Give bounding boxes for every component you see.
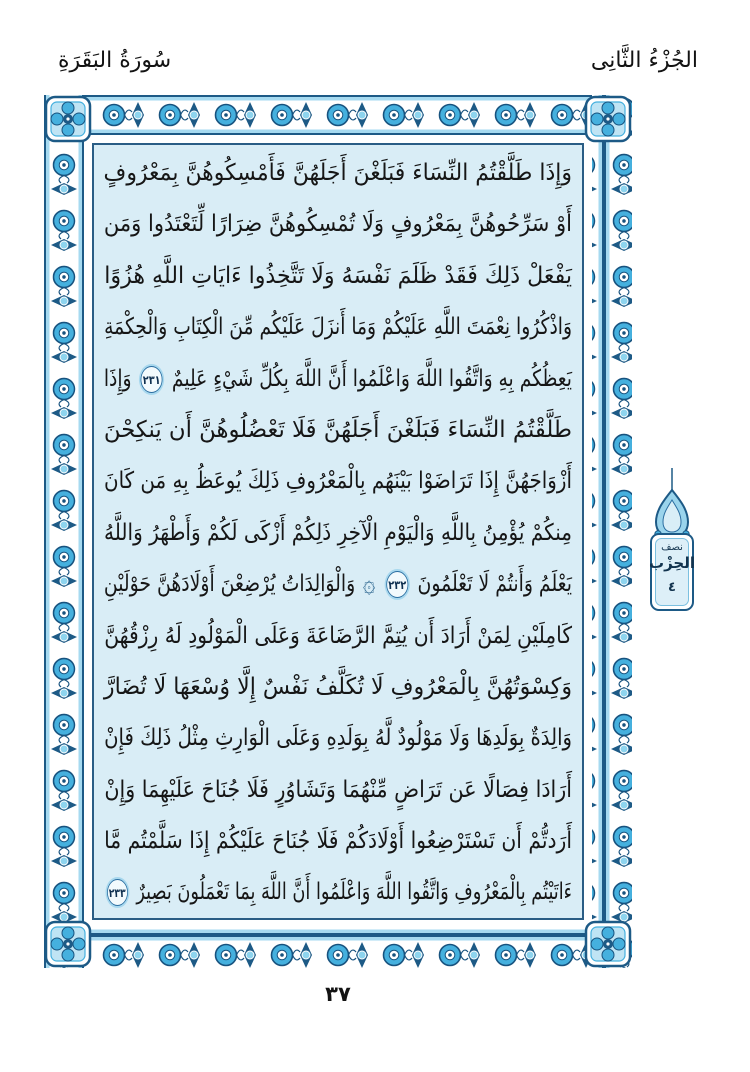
quran-line	[104, 456, 572, 507]
quran-line	[104, 302, 572, 353]
quran-line	[103, 559, 572, 610]
ayah-number: ٢٣١	[142, 372, 161, 387]
corner-ornament-bottom-left	[46, 922, 90, 966]
quran-text: ءَاتَيْتُم بِالْمَعْرُوفِ وَاتَّقُوا اللَّهَ وَاعْلَمُوا أَنَّ اللَّهَ بِمَا تَعْمَلُونَ بَصِيرٌ	[136, 879, 572, 906]
quran-line	[103, 354, 572, 405]
ayah-number: ٢٣٢	[388, 578, 407, 593]
quran-text: يَفْعَلْ ذَلِكَ فَقَدْ ظَلَمَ نَفْسَهُ وَلَا تَتَّخِذُوا ءَايَاتِ اللَّهِ هُزُوًا	[104, 262, 572, 289]
ornamental-frame	[44, 95, 632, 968]
quran-text: يَعِظُكُم بِهِ وَاتَّقُوا اللَّهَ وَاعْلَمُوا أَنَّ اللَّهَ بِكُلِّ شَيْءٍ عَلِيمٌ	[171, 365, 572, 392]
corner-ornament-top-right	[586, 97, 630, 141]
quran-text: وَالْوَالِدَاتُ يُرْضِعْنَ أَوْلَادَهُنَّ حَوْلَيْنِ	[103, 571, 356, 598]
quran-text: طَلَّقْتُمُ النِّسَاءَ فَبَلَغْنَ أَجَلَهُنَّ فَلَا تَعْضُلُوهُنَّ أَن يَنكِحْنَ	[103, 416, 572, 443]
text-panel	[92, 143, 584, 920]
border-band-left	[44, 95, 84, 968]
quran-line	[104, 816, 572, 867]
ayah-end-marker	[107, 879, 128, 906]
quran-text: يَعْلَمُ وَأَنتُمْ لَا تَعْلَمُونَ	[417, 571, 572, 598]
quran-text: وَالِدَةٌ بِوَلَدِهَا وَلَا مَوْلُودٌ لَّهُ بِوَلَدِهِ وَعَلَى الْوَارِثِ مِثْلُ ذَلِكَ فَإِنْ	[104, 725, 573, 752]
hizb-medallion	[637, 468, 707, 618]
quran-text: أَوْ سَرِّحُوهُنَّ بِمَعْرُوفٍ وَلَا تُمْسِكُوهُنَّ ضِرَارًا لِّتَعْتَدُوا وَمَن	[103, 211, 572, 238]
quran-text: مِنكُمْ يُؤْمِنُ بِاللَّهِ وَالْيَوْمِ الْآخِرِ ذَلِكُمْ أَزْكَى لَكُمْ وَأَطْهَرُ وَاللَّهُ	[104, 519, 572, 546]
border-band-bottom	[44, 928, 632, 968]
quran-line	[104, 251, 572, 302]
quran-line	[104, 611, 573, 662]
quran-text: كَامِلَيْنِ لِمَنْ أَرَادَ أَن يُتِمَّ الرَّضَاعَةَ وَعَلَى الْمَوْلُودِ لَهُ رِزْقُهُنَّ	[104, 622, 573, 649]
quran-line	[104, 765, 572, 816]
ayah-end-marker	[386, 571, 408, 598]
quran-text: وَكِسْوَتُهُنَّ بِالْمَعْرُوفِ لَا تُكَلَّفُ نَفْسٌ إِلَّا وُسْعَهَا لَا تُضَارَّ	[103, 673, 572, 700]
quran-text: أَرَادَا فِصَالًا عَن تَرَاضٍ مِّنْهُمَا وَتَشَاوُرٍ فَلَا جُنَاحَ عَلَيْهِمَا وَإِنْ	[104, 776, 572, 803]
ayah-end-marker	[141, 366, 163, 393]
hizb-label-hizb: الحِزْب	[649, 554, 695, 572]
quran-line	[104, 508, 572, 559]
border-band-top	[44, 95, 632, 135]
quran-text: أَزْوَاجَهُنَّ إِذَا تَرَاضَوْا بَيْنَهُم بِالْمَعْرُوفِ ذَلِكَ يُوعَظُ بِهِ مَن كَانَ	[104, 468, 572, 495]
page-number: ٣٧	[325, 982, 351, 1006]
hizb-label-half: نصف	[661, 542, 683, 553]
surah-title: سُورَةُ البَقَرَةِ	[58, 48, 172, 73]
quran-text: وَإِذَا طَلَّقْتُمُ النِّسَاءَ فَبَلَغْنَ أَجَلَهُنَّ فَأَمْسِكُوهُنَّ بِمَعْرُوفٍ	[103, 160, 572, 186]
corner-ornament-bottom-right	[586, 922, 630, 966]
quran-text-block	[104, 148, 572, 916]
juz-title: الجُزْءُ الثَّانِى	[590, 48, 698, 73]
quran-line	[103, 662, 572, 713]
quran-line	[103, 405, 572, 456]
hizb-number: ٤	[668, 580, 676, 595]
border-band-right	[592, 95, 632, 968]
corner-ornament-top-left	[46, 97, 90, 141]
ayah-number: ٢٣٣	[108, 886, 126, 901]
quran-line	[108, 867, 572, 918]
quran-line	[103, 199, 572, 250]
quran-line	[103, 148, 572, 199]
quran-text: أَرَدتُّمْ أَن تَسْتَرْضِعُوا أَوْلَادَكُمْ فَلَا جُنَاحَ عَلَيْكُمْ إِذَا سَلَّمْتُم مَّا	[104, 828, 572, 855]
rub-el-hizb-marker: ۞	[362, 569, 376, 600]
quran-line	[104, 713, 573, 764]
quran-text: وَإِذَا	[103, 365, 132, 392]
quran-text: وَاذْكُرُوا نِعْمَتَ اللَّهِ عَلَيْكُمْ وَمَا أَنزَلَ عَلَيْكُم مِّنَ الْكِتَابِ وَالْحِكْمَةِ	[104, 314, 572, 341]
